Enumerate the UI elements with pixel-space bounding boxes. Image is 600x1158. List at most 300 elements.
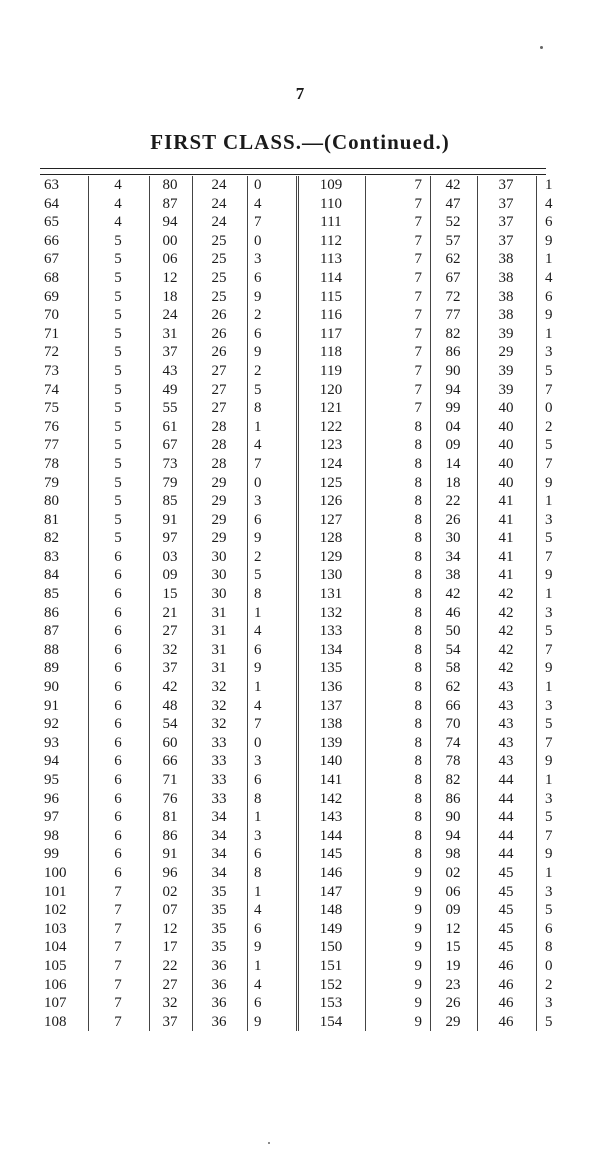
table-cell: 35	[193, 920, 248, 939]
table-cell: 73	[44, 362, 59, 379]
table-cell: 4	[537, 195, 576, 214]
table-cell: 52	[431, 213, 478, 232]
table-cell: 36	[193, 957, 248, 976]
table-cell: 22	[431, 492, 478, 511]
table-row	[40, 659, 575, 678]
table-cell: 2	[248, 306, 298, 325]
table-cell: 29	[193, 492, 248, 511]
table-cell: 6	[248, 511, 298, 530]
table-cell: 7	[89, 976, 150, 995]
table-cell: 9	[248, 659, 298, 678]
table-cell: 6	[89, 622, 150, 641]
table-cell: 26	[431, 994, 478, 1013]
table-cell: 103	[44, 920, 67, 937]
table-cell: 119	[298, 362, 366, 381]
table-cell: 38	[478, 250, 537, 269]
table-cell: 43	[478, 715, 537, 734]
table-cell: 7	[248, 455, 298, 474]
table-cell: 80	[44, 493, 59, 510]
table-cell: 1	[537, 864, 576, 883]
table-cell: 122	[298, 418, 366, 437]
table-cell: 111	[298, 213, 366, 232]
table-cell: 5	[248, 381, 298, 400]
table-cell: 145	[298, 845, 366, 864]
table-cell: 31	[193, 659, 248, 678]
table-cell: 70	[431, 715, 478, 734]
table-cell: 37	[150, 343, 193, 362]
table-cell: 32	[193, 678, 248, 697]
table-row	[40, 734, 575, 753]
table-cell: 133	[298, 622, 366, 641]
table-cell: 71	[150, 771, 193, 790]
table-cell: 30	[193, 548, 248, 567]
table-cell: 1	[248, 957, 298, 976]
table-cell: 5	[89, 362, 150, 381]
table-cell: 31	[193, 641, 248, 660]
table-cell: 7	[537, 548, 576, 567]
table-cell: 9	[537, 306, 576, 325]
table-cell: 6	[537, 213, 576, 232]
table-cell: 04	[431, 418, 478, 437]
table-cell: 8	[366, 492, 431, 511]
table-row	[40, 176, 575, 195]
table-cell: 142	[298, 790, 366, 809]
table-cell: 7	[366, 232, 431, 251]
table-cell: 35	[193, 938, 248, 957]
table-cell: 72	[431, 288, 478, 307]
table-cell: 100	[44, 864, 67, 881]
table-row	[40, 641, 575, 660]
table-cell: 0	[537, 399, 576, 418]
table-cell: 6	[89, 548, 150, 567]
table-row	[40, 1013, 575, 1032]
table-cell: 2	[537, 976, 576, 995]
table-cell: 6	[89, 790, 150, 809]
table-cell: 38	[478, 306, 537, 325]
table-cell: 5	[89, 381, 150, 400]
table-cell: 36	[193, 976, 248, 995]
table-cell: 45	[478, 920, 537, 939]
table-cell: 30	[431, 529, 478, 548]
table-cell: 5	[89, 325, 150, 344]
table-cell: 6	[89, 771, 150, 790]
table-cell: 4	[248, 901, 298, 920]
table-cell: 00	[150, 232, 193, 251]
table-cell: 25	[193, 288, 248, 307]
table-cell: 44	[478, 771, 537, 790]
data-table-body	[40, 176, 575, 1031]
table-cell: 02	[431, 864, 478, 883]
table-cell: 8	[366, 548, 431, 567]
table-cell: 86	[150, 827, 193, 846]
table-cell: 9	[537, 232, 576, 251]
data-table	[40, 176, 575, 1031]
table-cell: 33	[193, 734, 248, 753]
table-cell: 22	[150, 957, 193, 976]
table-cell: 6	[89, 585, 150, 604]
table-cell: 46	[478, 957, 537, 976]
table-cell: 8	[366, 455, 431, 474]
table-cell: 114	[298, 269, 366, 288]
table-cell: 7	[537, 734, 576, 753]
table-row	[40, 604, 575, 623]
table-cell: 58	[431, 659, 478, 678]
table-cell: 41	[478, 492, 537, 511]
table-cell: 104	[44, 939, 67, 956]
table-row	[40, 827, 575, 846]
table-cell: 152	[298, 976, 366, 995]
table-cell: 0	[248, 474, 298, 493]
table-cell: 3	[537, 790, 576, 809]
table-cell: 5	[89, 418, 150, 437]
table-cell: 40	[478, 474, 537, 493]
table-cell: 8	[366, 436, 431, 455]
table-cell: 24	[193, 176, 248, 195]
table-cell: 4	[248, 622, 298, 641]
table-cell: 90	[44, 679, 59, 696]
table-cell: 45	[478, 864, 537, 883]
table-cell: 32	[150, 641, 193, 660]
table-cell: 8	[366, 790, 431, 809]
table-cell: 27	[193, 399, 248, 418]
table-cell: 23	[431, 976, 478, 995]
table-cell: 112	[298, 232, 366, 251]
table-cell: 37	[478, 232, 537, 251]
table-cell: 43	[478, 752, 537, 771]
table-cell: 46	[478, 976, 537, 995]
table-cell: 88	[44, 641, 59, 658]
table-cell: 84	[44, 567, 59, 584]
table-cell: 108	[44, 1013, 67, 1030]
table-cell: 61	[150, 418, 193, 437]
table-cell: 69	[44, 288, 59, 305]
table-cell: 02	[150, 883, 193, 902]
table-cell: 45	[478, 883, 537, 902]
table-row	[40, 901, 575, 920]
table-cell: 139	[298, 734, 366, 753]
table-cell: 102	[44, 902, 67, 919]
table-cell: 92	[44, 716, 59, 733]
table-cell: 44	[478, 845, 537, 864]
page-heading: FIRST CLASS.—(Continued.)	[150, 130, 450, 154]
table-cell: 110	[298, 195, 366, 214]
table-cell: 94	[431, 827, 478, 846]
table-cell: 9	[366, 957, 431, 976]
table-cell: 57	[431, 232, 478, 251]
table-cell: 7	[248, 213, 298, 232]
table-cell: 9	[366, 994, 431, 1013]
table-cell: 43	[150, 362, 193, 381]
table-cell: 75	[44, 400, 59, 417]
table-row	[40, 511, 575, 530]
table-cell: 93	[44, 734, 59, 751]
table-row	[40, 213, 575, 232]
table-cell: 40	[478, 399, 537, 418]
table-cell: 38	[478, 288, 537, 307]
table-cell: 32	[193, 715, 248, 734]
table-cell: 78	[431, 752, 478, 771]
table-cell: 33	[193, 790, 248, 809]
table-cell: 5	[537, 1013, 576, 1032]
table-cell: 29	[193, 474, 248, 493]
table-cell: 86	[431, 790, 478, 809]
table-cell: 5	[248, 566, 298, 585]
table-cell: 2	[248, 548, 298, 567]
table-cell: 7	[366, 306, 431, 325]
table-row	[40, 845, 575, 864]
table-cell: 9	[366, 938, 431, 957]
table-cell: 65	[44, 214, 59, 231]
table-row	[40, 585, 575, 604]
table-cell: 4	[248, 976, 298, 995]
table-cell: 25	[193, 269, 248, 288]
table-cell: 94	[150, 213, 193, 232]
table-cell: 79	[44, 474, 59, 491]
table-cell: 67	[44, 251, 59, 268]
table-cell: 0	[248, 176, 298, 195]
table-cell: 30	[193, 566, 248, 585]
table-cell: 36	[193, 994, 248, 1013]
table-row	[40, 474, 575, 493]
table-cell: 7	[537, 455, 576, 474]
table-cell: 3	[537, 343, 576, 362]
table-cell: 66	[150, 752, 193, 771]
table-cell: 36	[193, 1013, 248, 1032]
table-cell: 8	[366, 752, 431, 771]
table-cell: 7	[537, 827, 576, 846]
table-cell: 7	[366, 343, 431, 362]
table-cell: 5	[89, 455, 150, 474]
table-cell: 81	[44, 511, 59, 528]
data-table-wrapper	[40, 176, 553, 1088]
table-cell: 33	[193, 752, 248, 771]
table-cell: 33	[193, 771, 248, 790]
table-cell: 149	[298, 920, 366, 939]
table-cell: 24	[150, 306, 193, 325]
table-cell: 5	[89, 474, 150, 493]
table-cell: 82	[44, 530, 59, 547]
table-cell: 24	[193, 195, 248, 214]
table-cell: 76	[150, 790, 193, 809]
table-cell: 37	[478, 213, 537, 232]
table-row	[40, 455, 575, 474]
table-cell: 7	[89, 883, 150, 902]
table-cell: 34	[193, 808, 248, 827]
table-cell: 9	[537, 566, 576, 585]
table-cell: 42	[478, 585, 537, 604]
table-cell: 6	[89, 845, 150, 864]
table-cell: 6	[89, 715, 150, 734]
table-cell: 3	[537, 883, 576, 902]
table-cell: 41	[478, 511, 537, 530]
table-row	[40, 752, 575, 771]
table-cell: 6	[89, 678, 150, 697]
table-cell: 6	[537, 288, 576, 307]
table-cell: 64	[44, 195, 59, 212]
table-cell: 3	[537, 604, 576, 623]
table-cell: 74	[44, 381, 59, 398]
table-cell: 55	[150, 399, 193, 418]
table-cell: 06	[150, 250, 193, 269]
table-cell: 116	[298, 306, 366, 325]
table-cell: 67	[150, 436, 193, 455]
table-cell: 46	[478, 1013, 537, 1032]
table-cell: 4	[248, 195, 298, 214]
table-cell: 6	[248, 920, 298, 939]
table-cell: 43	[478, 734, 537, 753]
table-cell: 94	[431, 381, 478, 400]
table-cell: 09	[150, 566, 193, 585]
table-cell: 26	[193, 325, 248, 344]
table-cell: 14	[431, 455, 478, 474]
table-cell: 9	[248, 288, 298, 307]
table-cell: 123	[298, 436, 366, 455]
table-cell: 1	[537, 250, 576, 269]
table-cell: 153	[298, 994, 366, 1013]
table-row	[40, 250, 575, 269]
table-cell: 6	[248, 325, 298, 344]
page-speck	[268, 1142, 270, 1144]
table-cell: 29	[193, 529, 248, 548]
table-cell: 8	[366, 845, 431, 864]
table-cell: 6	[89, 808, 150, 827]
table-cell: 89	[44, 660, 59, 677]
table-row	[40, 883, 575, 902]
table-cell: 3	[248, 250, 298, 269]
table-cell: 138	[298, 715, 366, 734]
table-cell: 15	[431, 938, 478, 957]
table-cell: 3	[248, 752, 298, 771]
table-cell: 4	[248, 436, 298, 455]
table-cell: 97	[44, 809, 59, 826]
table-row	[40, 994, 575, 1013]
table-cell: 87	[150, 195, 193, 214]
table-row	[40, 938, 575, 957]
table-cell: 60	[150, 734, 193, 753]
table-cell: 3	[537, 697, 576, 716]
table-cell: 7	[366, 250, 431, 269]
table-cell: 8	[366, 474, 431, 493]
table-cell: 42	[431, 176, 478, 195]
table-row	[40, 306, 575, 325]
table-cell: 9	[537, 659, 576, 678]
table-cell: 81	[150, 808, 193, 827]
table-cell: 3	[248, 827, 298, 846]
table-cell: 06	[431, 883, 478, 902]
table-cell: 18	[431, 474, 478, 493]
table-cell: 5	[537, 901, 576, 920]
table-cell: 6	[537, 920, 576, 939]
table-cell: 134	[298, 641, 366, 660]
table-cell: 12	[150, 269, 193, 288]
table-cell: 27	[193, 381, 248, 400]
table-cell: 118	[298, 343, 366, 362]
table-cell: 28	[193, 418, 248, 437]
table-cell: 7	[89, 994, 150, 1013]
table-cell: 1	[537, 492, 576, 511]
table-row	[40, 957, 575, 976]
table-cell: 2	[248, 362, 298, 381]
table-cell: 137	[298, 697, 366, 716]
table-cell: 127	[298, 511, 366, 530]
table-cell: 125	[298, 474, 366, 493]
table-cell: 130	[298, 566, 366, 585]
table-row	[40, 269, 575, 288]
table-cell: 09	[431, 901, 478, 920]
table-cell: 77	[431, 306, 478, 325]
table-cell: 5	[89, 436, 150, 455]
table-row	[40, 399, 575, 418]
table-cell: 8	[366, 734, 431, 753]
table-cell: 1	[537, 771, 576, 790]
table-cell: 8	[366, 511, 431, 530]
table-cell: 50	[431, 622, 478, 641]
table-cell: 7	[366, 176, 431, 195]
table-cell: 1	[537, 585, 576, 604]
table-cell: 5	[89, 269, 150, 288]
table-cell: 24	[193, 213, 248, 232]
table-cell: 4	[89, 213, 150, 232]
table-cell: 68	[44, 269, 59, 286]
table-cell: 1	[248, 604, 298, 623]
table-cell: 67	[431, 269, 478, 288]
table-cell: 9	[366, 1013, 431, 1032]
table-cell: 6	[89, 697, 150, 716]
table-cell: 12	[431, 920, 478, 939]
table-cell: 9	[537, 845, 576, 864]
table-cell: 39	[478, 362, 537, 381]
table-cell: 0	[248, 734, 298, 753]
table-row	[40, 678, 575, 697]
table-cell: 18	[150, 288, 193, 307]
table-cell: 42	[478, 604, 537, 623]
table-cell: 19	[431, 957, 478, 976]
table-cell: 4	[248, 697, 298, 716]
table-cell: 6	[248, 845, 298, 864]
table-cell: 47	[431, 195, 478, 214]
table-cell: 32	[150, 994, 193, 1013]
table-cell: 121	[298, 399, 366, 418]
table-cell: 66	[44, 232, 59, 249]
table-cell: 5	[537, 715, 576, 734]
table-cell: 9	[248, 343, 298, 362]
table-cell: 35	[193, 901, 248, 920]
table-cell: 1	[248, 883, 298, 902]
table-cell: 1	[537, 678, 576, 697]
table-cell: 46	[478, 994, 537, 1013]
table-cell: 62	[431, 678, 478, 697]
table-cell: 8	[248, 790, 298, 809]
table-cell: 45	[478, 901, 537, 920]
table-cell: 5	[89, 343, 150, 362]
table-cell: 2	[537, 418, 576, 437]
table-cell: 6	[89, 566, 150, 585]
table-cell: 120	[298, 381, 366, 400]
table-cell: 8	[366, 659, 431, 678]
table-cell: 107	[44, 995, 67, 1012]
table-cell: 86	[431, 343, 478, 362]
table-cell: 15	[150, 585, 193, 604]
table-cell: 82	[431, 325, 478, 344]
table-cell: 25	[193, 232, 248, 251]
table-cell: 70	[44, 307, 59, 324]
table-cell: 154	[298, 1013, 366, 1032]
table-cell: 9	[366, 901, 431, 920]
table-cell: 30	[193, 585, 248, 604]
table-cell: 85	[150, 492, 193, 511]
table-cell: 29	[478, 343, 537, 362]
table-cell: 99	[431, 399, 478, 418]
